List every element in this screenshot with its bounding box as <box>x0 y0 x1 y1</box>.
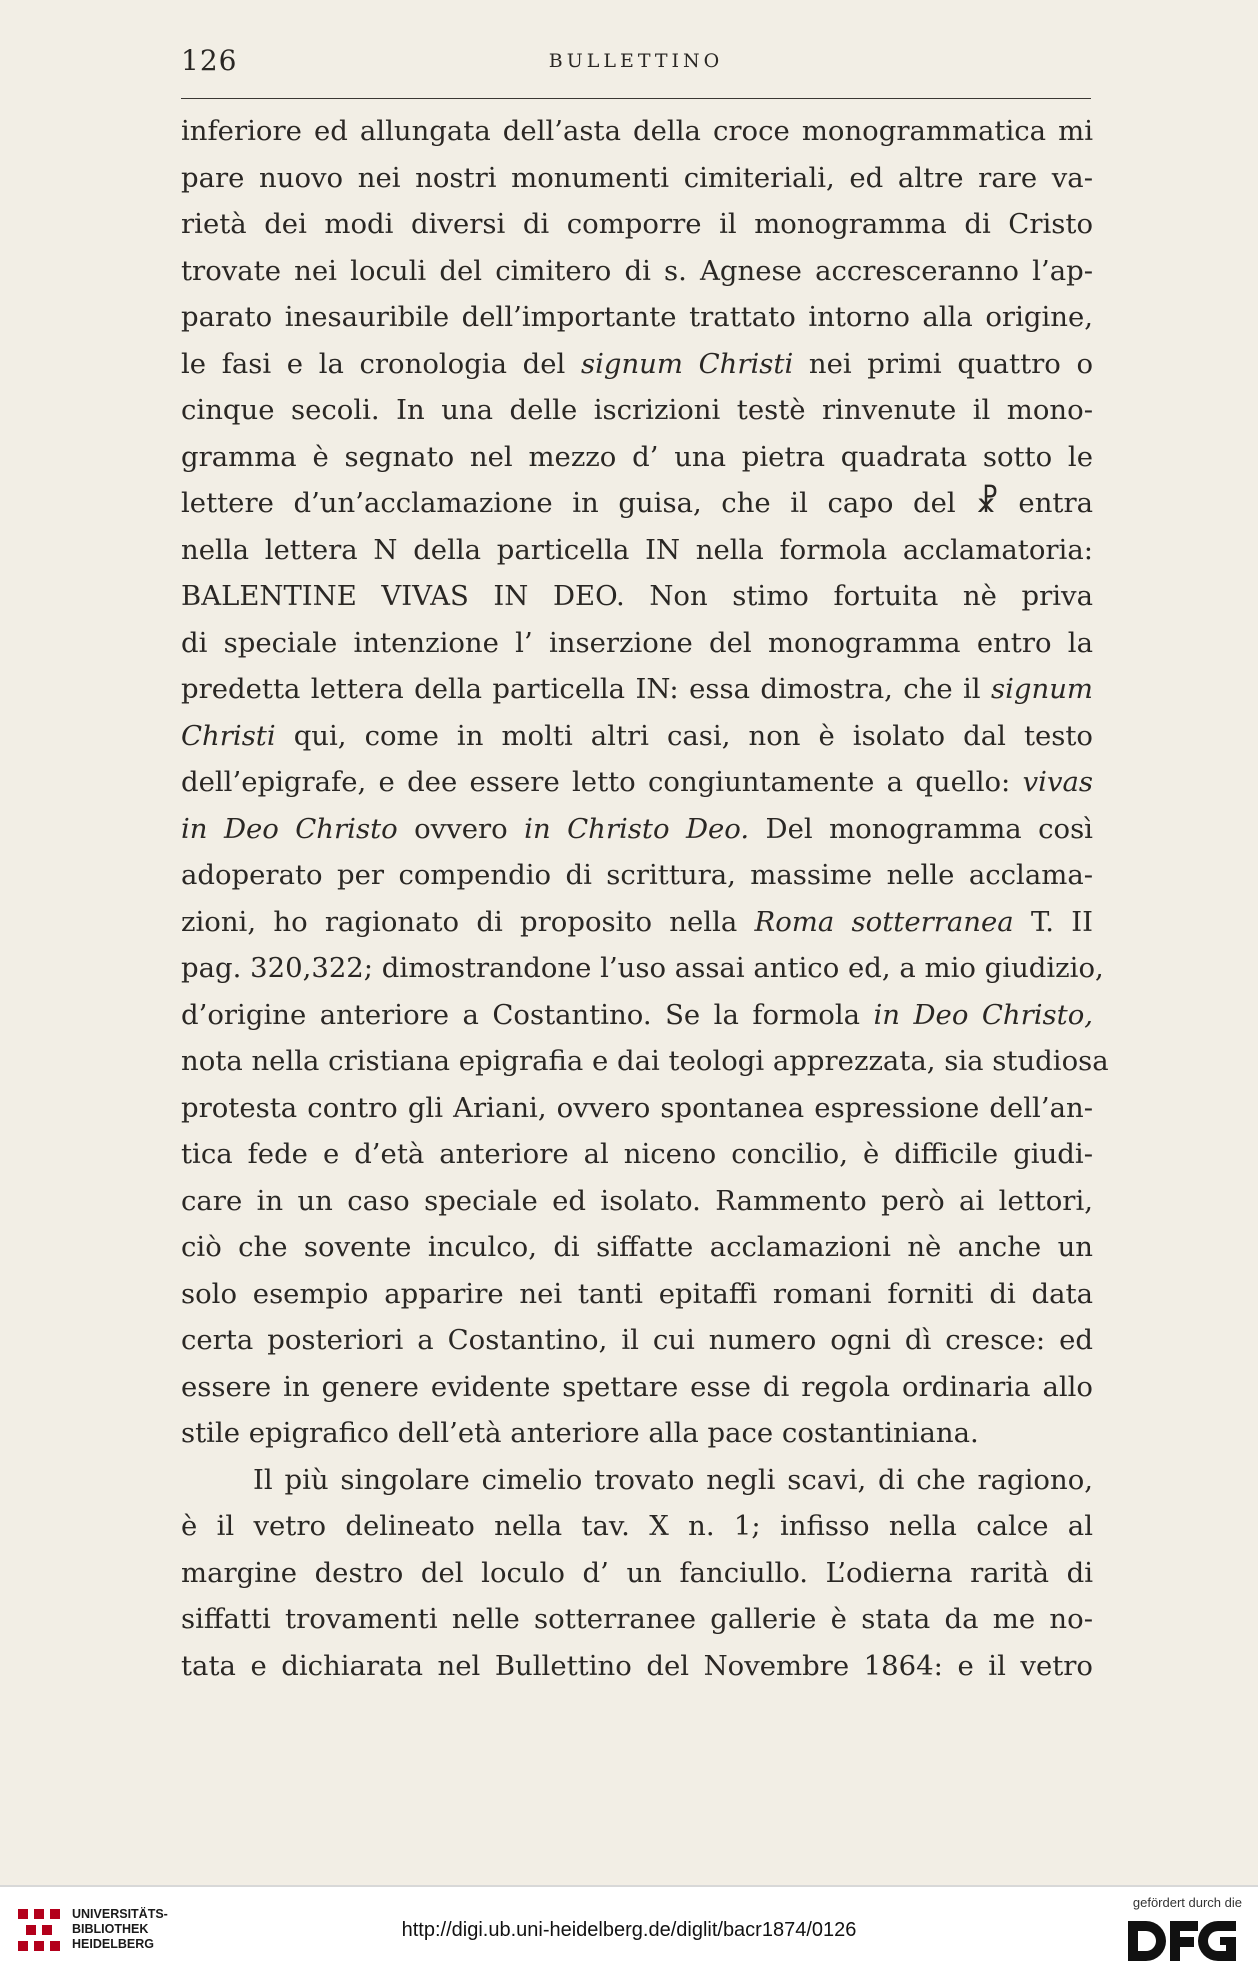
italic-phrase: signum <box>990 673 1093 705</box>
text-line <box>181 1178 1093 1225</box>
text-segment: ciò che sovente inculco, di siffatte acclamazioni nè anche un <box>181 1231 1093 1263</box>
text-line <box>181 713 1093 760</box>
chi-rho-monogram: ☧ <box>975 485 999 520</box>
italic-phrase: in Deo Christo, <box>873 998 1093 1031</box>
italic-phrase: in Deo Christo <box>181 812 398 845</box>
text-segment: dell’epigrafe, e dee essere letto congiuntamente a quello: <box>181 766 1023 798</box>
text-segment: certa posteriori a Costantino, il cui numero ogni dì cresce: ed <box>181 1324 1093 1356</box>
library-name-line: HEIDELBERG <box>72 1937 154 1951</box>
text-segment: nella lettera N della particella IN nella formola acclamatoria: <box>181 533 1093 566</box>
text-segment: essere in genere evidente spettare esse di regola ordinaria allo <box>181 1370 1093 1403</box>
text-segment: qui, come in molti altri casi, non è isolato dal testo <box>275 719 1093 752</box>
body-text <box>181 108 1109 1689</box>
italic-phrase: in Christo Deo. <box>524 812 750 845</box>
text-segment: pare nuovo nei nostri monumenti cimiteriali, ed altre rare va- <box>181 161 1093 194</box>
text-segment: margine destro del loculo d’ un fanciullo. L’odierna rarità di <box>181 1556 1093 1589</box>
text-line <box>181 620 1093 667</box>
footer-bar <box>0 1885 1258 1977</box>
text-line <box>181 1317 1093 1364</box>
text-line <box>181 248 1093 295</box>
text-segment: cinque secoli. In una delle iscrizioni testè rinvenute il mono- <box>181 394 1093 426</box>
text-line <box>181 155 1093 202</box>
text-line <box>181 1457 1093 1504</box>
text-segment: tata e dichiarata nel Bullettino del Novembre 1864: e il vetro <box>181 1649 1093 1682</box>
text-line <box>181 527 1093 574</box>
text-segment: Il più singolare cimelio trovato negli scavi, di che ragiono, <box>253 1463 1093 1496</box>
dfg-logo-icon <box>1122 1915 1242 1967</box>
text-segment: BALENTINE VIVAS IN DEO. Non stimo fortuita nè priva <box>181 580 1093 612</box>
header-rule <box>181 98 1091 99</box>
digital-copy-url[interactable]: http://digi.ub.uni-heidelberg.de/diglit/bacr1874/0126 <box>401 1919 857 1941</box>
text-line <box>181 1271 1093 1318</box>
text-line <box>181 1550 1093 1597</box>
text-line <box>181 899 1093 946</box>
text-segment: adoperato per compendio di scrittura, massime nelle acclama- <box>181 859 1093 891</box>
text-line <box>181 759 1093 806</box>
text-segment: parato inesauribile dell’importante trattato intorno alla origine, <box>181 301 1093 333</box>
text-line <box>181 108 1093 155</box>
text-segment: solo esempio apparire nei tanti epitaffi romani forniti di data <box>181 1277 1093 1310</box>
text-line <box>181 434 1093 481</box>
text-line <box>181 201 1093 248</box>
text-segment: inferiore ed allungata dell’asta della croce monogrammatica mi <box>181 115 1093 147</box>
text-line <box>181 1410 1093 1457</box>
text-line <box>181 1364 1093 1411</box>
text-line <box>181 666 1093 713</box>
text-segment: protesta contro gli Ariani, ovvero spontanea espressione dell’an- <box>181 1091 1093 1124</box>
text-segment: zioni, ho ragionato di proposito nella <box>181 905 755 938</box>
text-segment: ovvero <box>397 812 525 845</box>
text-line <box>181 945 1104 992</box>
text-line <box>181 1643 1093 1690</box>
text-line <box>181 573 1093 620</box>
text-line <box>181 852 1093 899</box>
funding-note: gefördert durch die <box>1132 1895 1242 1910</box>
text-segment: Del monogramma così <box>749 812 1093 845</box>
text-line <box>181 341 1093 388</box>
text-segment: pag. 320,322; dimostrandone l’uso assai antico ed, a mio giudizio, <box>181 952 1104 984</box>
text-segment: trovate nei loculi del cimitero di s. Agnese accresceranno l’ap- <box>181 254 1093 287</box>
text-segment: le fasi e la cronologia del <box>181 347 581 380</box>
text-segment: siffatti trovamenti nelle sotterranee gallerie è stata da me no- <box>181 1603 1093 1635</box>
text-segment: nota nella cristiana epigrafia e dai teologi apprezzata, sia studiosa <box>181 1045 1109 1077</box>
text-line <box>181 992 1093 1039</box>
text-line <box>181 1131 1093 1178</box>
text-line <box>181 1038 1109 1085</box>
text-line <box>181 480 1093 527</box>
text-segment: stile epigrafico dell’età anteriore alla pace costantiniana. <box>181 1417 979 1449</box>
text-segment: rietà dei modi diversi di comporre il monogramma di Cristo <box>181 208 1093 240</box>
running-title: BULLETTINO <box>548 50 724 72</box>
text-segment: gramma è segnato nel mezzo d’ una pietra quadrata sotto le <box>181 440 1093 473</box>
text-segment: lettere d’un’acclamazione in guisa, che il capo del <box>181 487 976 519</box>
text-line <box>181 1085 1093 1132</box>
text-segment: predetta lettera della particella IN: essa dimostra, che il <box>181 673 991 705</box>
page-header <box>181 44 1091 84</box>
italic-phrase: vivas <box>1022 766 1093 798</box>
library-name-line: BIBLIOTHEK <box>72 1922 149 1936</box>
text-line <box>181 806 1093 853</box>
text-segment: tica fede e d’età anteriore al niceno concilio, è difficile giudi- <box>181 1138 1093 1170</box>
text-segment: di speciale intenzione l’ inserzione del monogramma entro la <box>181 626 1093 659</box>
footer-divider <box>0 1885 1258 1887</box>
text-segment: d’origine anteriore a Costantino. Se la formola <box>181 998 874 1031</box>
text-line <box>181 294 1093 341</box>
text-line <box>181 1224 1093 1271</box>
italic-phrase: signum Christi <box>580 347 794 380</box>
text-segment: care in un caso speciale ed isolato. Rammento però ai lettori, <box>181 1184 1093 1217</box>
text-segment: è il vetro delineato nella tav. X n. 1; infisso nella calce al <box>181 1510 1093 1542</box>
italic-phrase: Roma sotterranea <box>754 905 1014 938</box>
text-line <box>181 387 1093 434</box>
text-segment: T. II <box>1013 905 1093 938</box>
library-name-line: UNIVERSITÄTS- <box>72 1907 168 1921</box>
text-line <box>181 1503 1093 1550</box>
text-segment: nei primi quattro o <box>793 347 1094 380</box>
page-number: 126 <box>181 44 238 77</box>
italic-phrase: Christi <box>181 719 276 752</box>
text-segment: entra <box>998 487 1094 519</box>
text-line <box>181 1596 1093 1643</box>
